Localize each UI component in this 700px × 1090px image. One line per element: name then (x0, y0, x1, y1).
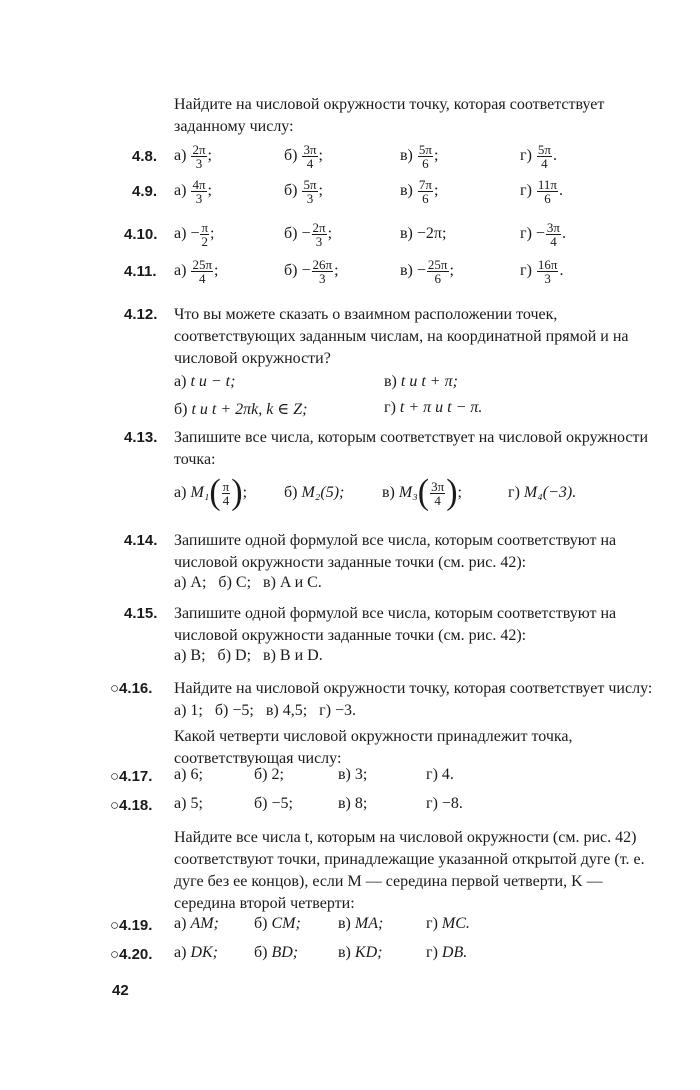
exercise-number: 4.9. (132, 183, 158, 200)
option-v: в) 3; (338, 766, 368, 783)
option-a: а) DK; (174, 944, 218, 961)
option-g: г) t + π и t − π. (384, 399, 483, 416)
option-v: в) − $\frac{25\pi}{6}$ ; (400, 256, 454, 286)
exercise-text: Запишите одной формулой все числа, которым соответствуют на числовой окружности заданные точки (см. рис. 42): (174, 605, 617, 644)
point-m1: а) M₁( $\frac{\pi}{4}$ ); (174, 473, 248, 513)
option-g: г) −8. (426, 795, 463, 812)
option-v: в) $\frac{7\pi}{6}$ ; (400, 176, 439, 206)
point-m2: б) M₂(5); (284, 484, 345, 501)
exercise-number: 4.8. (132, 148, 158, 165)
option-b: б) $\frac{5\pi}{3}$ ; (284, 176, 323, 206)
option-g: г) − $\frac{3\pi}{4}$ . (520, 219, 566, 249)
exercise-number: 4.10. (124, 226, 158, 243)
exercise-text: Запишите одной формулой все числа, которым соответствуют на числовой окружности заданные точки (см. рис. 42): (174, 532, 617, 571)
option-a: а) 5; (174, 795, 203, 812)
option-v: в) −2π; (400, 225, 447, 242)
exercise-text: Что вы можете сказать о взаимном расположении точек, соответствующих заданным числам, на координатной прямой и на числовой окружности? (174, 306, 629, 367)
exercise-number: ○4.18. (110, 797, 153, 814)
exercise-text: Найдите на числовой окружности точку, которая соответствует числу: а) 1; б) −5; в) 4,5; г) −3. (174, 680, 657, 719)
point-m4: г) M₄(−3). (508, 484, 577, 501)
option-g: г) $\frac{16\pi}{3}$ . (520, 256, 564, 286)
option-a: а) $\frac{4\pi}{3}$ ; (174, 176, 212, 206)
option-b: б) t и t + 2πk, k ∈ Z; (174, 401, 308, 418)
option-a: а) AM; (174, 915, 219, 932)
option-b: б) −5; (254, 795, 293, 812)
option-g: г) $\frac{5\pi}{4}$ . (520, 141, 557, 171)
section-intro: Какой четверти числовой окружности принадлежит точка, соответствующая числу: (174, 728, 573, 767)
section-intro: Найдите все числа t, которым на числовой окружности (см. рис. 42) соответствуют точки, принадлежащие указанной открытой дуге (т. е. дуге без ее концов), если M — середина первой четверти, K — середина второй четверти: (174, 829, 645, 912)
option-v: в) MA; (338, 915, 384, 932)
option-g: г) DB. (426, 944, 468, 961)
intro-paragraph: Найдите на числовой окружности точку, которая соответствует заданному числу: (174, 96, 605, 135)
exercise-number: ○4.19. (110, 917, 153, 934)
exercise-answers: а) B; б) D; в) B и D. (174, 647, 323, 664)
option-a: а) − $\frac{\pi}{2}$ ; (174, 219, 215, 249)
exercise-answers: а) A; б) C; в) A и C. (174, 574, 322, 591)
option-v: в) KD; (338, 944, 383, 961)
option-b: б) 2; (254, 766, 284, 783)
exercise-number: 4.13. (124, 429, 158, 446)
page-number: 42 (112, 982, 129, 999)
exercise-number: 4.12. (124, 306, 158, 323)
point-m3: в) M₃( $\frac{3\pi}{4}$ ); (382, 473, 462, 513)
option-a: а) $\frac{25\pi}{4}$ ; (174, 256, 219, 286)
option-b: б) BD; (254, 944, 299, 961)
exercise-number: ○4.20. (110, 946, 153, 963)
exercise-text: Запишите все числа, которым соответствует на числовой окружности точка: (174, 429, 649, 468)
option-g: г) $\frac{11\pi}{6}$ . (520, 176, 563, 206)
option-g: г) 4. (426, 766, 454, 783)
option-a: а) 6; (174, 766, 203, 783)
exercise-number: ○4.17. (110, 768, 153, 785)
option-v: в) 8; (338, 795, 368, 812)
exercise-number: ○4.16. (110, 680, 153, 697)
option-b: б) CM; (254, 915, 301, 932)
option-g: г) MC. (426, 915, 470, 932)
exercise-number: 4.11. (124, 263, 157, 280)
option-b: б) $\frac{3\pi}{4}$ ; (284, 141, 323, 171)
exercise-number: 4.14. (124, 532, 158, 549)
option-b: б) − $\frac{2\pi}{3}$ ; (284, 219, 333, 249)
option-a: а) t и − t; (174, 373, 236, 390)
option-b: б) − $\frac{26\pi}{3}$ ; (284, 256, 339, 286)
option-v: в) t и t + π; (384, 373, 458, 390)
option-a: а) $\frac{2\pi}{3}$ ; (174, 141, 212, 171)
option-v: в) $\frac{5\pi}{6}$ ; (400, 141, 439, 171)
exercise-number: 4.15. (124, 605, 158, 622)
